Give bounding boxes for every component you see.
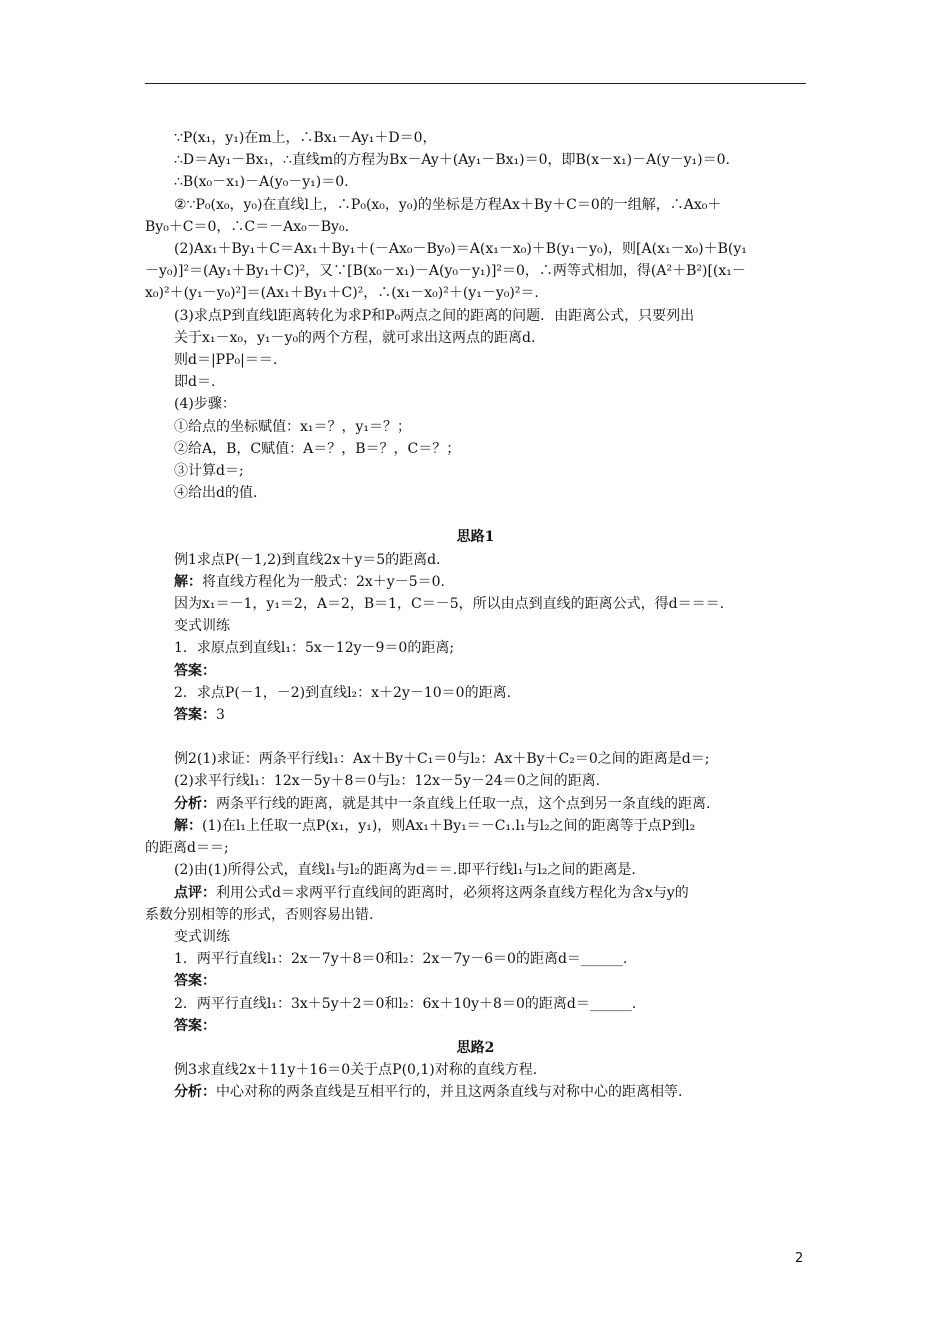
text-line	[145, 460, 806, 482]
text-line	[145, 327, 806, 349]
text-line	[145, 637, 806, 659]
line-text: 思路2	[456, 1039, 495, 1056]
text-line	[145, 815, 806, 837]
bold-label: 解：	[174, 573, 202, 590]
line-text: 3	[216, 707, 225, 724]
text-line	[145, 194, 806, 216]
section-heading	[145, 526, 806, 548]
line-text: (2)求平行线l₁：12x－5y＋8＝0与l₂：12x－5y－24＝0之间的距离.	[174, 773, 601, 790]
line-text: ∴D＝Ay₁－Bx₁，∴直线m的方程为Bx－Ay＋(Ay₁－Bx₁)＝0，即B(x－x₁)－A(y－y₁)＝0.	[174, 152, 730, 169]
line-text: (1)在l₁上任取一点P(x₁，y₁)，则Ax₁＋By₁＝－C₁.l₁与l₂之间的距离等于点P到l₂	[202, 817, 696, 834]
line-text: 即d＝.	[174, 374, 216, 391]
text-line	[145, 416, 806, 438]
line-text: ②∵P₀(x₀，y₀)在直线l上，∴P₀(x₀，y₀)的坐标是方程Ax＋By＋C＝0的一组解，∴Ax₀＋	[174, 196, 722, 213]
line-text: 例2(1)求证：两条平行线l₁：Ax＋By＋C₁＝0与l₂：Ax＋By＋C₂＝0之间的距离是d＝;	[174, 751, 710, 768]
text-line	[145, 970, 806, 992]
text-line	[145, 1059, 806, 1081]
line-text: ②给A，B，C赋值：A＝？，B＝？，C＝？；	[174, 440, 461, 457]
text-line	[145, 704, 806, 726]
line-text: 例1求点P(－1,2)到直线2x＋y＝5的距离d.	[174, 551, 441, 568]
text-line	[145, 438, 806, 460]
text-line	[145, 282, 806, 304]
line-text: 两条平行线的距离，就是其中一条直线上任取一点，这个点到另一条直线的距离.	[216, 795, 711, 812]
document-body	[145, 127, 806, 1104]
text-line	[145, 260, 806, 282]
line-text: 1．求原点到直线l₁：5x－12y－9＝0的距离;	[174, 640, 455, 657]
text-line	[145, 238, 806, 260]
line-text: 中心对称的两条直线是互相平行的，并且这两条直线与对称中心的距离相等.	[216, 1084, 683, 1101]
line-text: －y₀)]²＝(Ay₁＋By₁＋C)²，又∵[B(x₀－x₁)－A(y₀－y₁)]²＝0，∴两等式相加，得(A²＋B²)[(x₁－	[145, 263, 746, 280]
page-number: 2	[795, 1251, 804, 1266]
text-line	[145, 993, 806, 1015]
text-line	[145, 859, 806, 881]
line-text: (4)步骤：	[174, 396, 236, 413]
line-text: ③计算d＝;	[174, 463, 244, 480]
line-text: 2．求点P(－1，－2)到直线l₂：x＋2y－10＝0的距离.	[174, 684, 512, 701]
line-text: 利用公式d＝求两平行直线间的距离时，必须将这两条直线方程化为含x与y的	[216, 884, 689, 901]
text-line	[145, 926, 806, 948]
line-text: 例3求直线2x＋11y＋16＝0关于点P(0,1)对称的直线方程.	[174, 1062, 538, 1079]
text-line	[145, 305, 806, 327]
line-text: By₀＋C＝0，∴C＝－Ax₀－By₀.	[145, 218, 350, 235]
bold-label: 解：	[174, 817, 202, 834]
line-text: ∵P(x₁，y₁)在m上，∴Bx₁－Ay₁＋D＝0，	[174, 130, 437, 146]
line-text: 变式训练	[174, 618, 230, 635]
text-line	[145, 904, 806, 926]
text-line	[145, 149, 806, 171]
text-line	[145, 682, 806, 704]
bold-label: 答案：	[174, 707, 216, 724]
blank-line	[145, 504, 806, 526]
line-text: (2)由(1)所得公式，直线l₁与l₂的距离为d＝＝.即平行线l₁与l₂之间的距离是.	[174, 862, 636, 879]
line-text: 关于x₁－x₀，y₁－y₀的两个方程，就可求出这两点的距离d.	[174, 329, 536, 346]
line-text: ∴B(x₀－x₁)－A(y₀－y₁)＝0.	[174, 174, 349, 191]
line-text: (3)求点P到直线l距离转化为求P和P₀两点之间的距离的问题．由距离公式，只要列出	[174, 307, 695, 324]
text-line	[145, 549, 806, 571]
text-line	[145, 837, 806, 859]
line-text: x₀)²＋(y₁－y₀)²]＝(Ax₁＋By₁＋C)²，∴(x₁－x₀)²＋(y₁－y₀)²＝.	[145, 285, 539, 302]
section-heading	[145, 1037, 806, 1059]
text-line	[145, 770, 806, 792]
text-line	[145, 615, 806, 637]
bold-label: 分析：	[174, 795, 216, 812]
text-line	[145, 571, 806, 593]
text-line	[145, 1081, 806, 1103]
text-line	[145, 216, 806, 238]
text-line	[145, 748, 806, 770]
line-text: 因为x₁＝－1，y₁＝2，A＝2，B＝1，C＝－5，所以由点到直线的距离公式，得d＝＝＝.	[174, 596, 725, 613]
text-line	[145, 948, 806, 970]
line-text: ①给点的坐标赋值：x₁＝？，y₁＝？；	[174, 418, 412, 435]
text-line	[145, 1015, 806, 1037]
text-line	[145, 349, 806, 371]
line-text: 1．两平行直线l₁：2x－7y＋8＝0和l₂：2x－7y－6＝0的距离d＝______.	[174, 951, 628, 968]
text-line	[145, 593, 806, 615]
text-line	[145, 882, 806, 904]
bold-label: 分析：	[174, 1084, 216, 1101]
line-text: 变式训练	[174, 928, 230, 945]
text-line	[145, 793, 806, 815]
line-text: (2)Ax₁＋By₁＋C＝Ax₁＋By₁＋(－Ax₀－By₀)＝A(x₁－x₀)＋B(y₁－y₀)，则[A(x₁－x₀)＋B(y₁	[174, 241, 747, 258]
text-line	[145, 393, 806, 415]
blank-line	[145, 726, 806, 748]
text-line	[145, 482, 806, 504]
bold-label: 点评：	[174, 884, 216, 901]
line-text: 将直线方程化为一般式：2x＋y－5＝0.	[202, 573, 445, 590]
line-text: 系数分别相等的形式，否则容易出错.	[145, 906, 374, 923]
text-line	[145, 171, 806, 193]
text-line	[145, 660, 806, 682]
text-line	[145, 127, 806, 149]
line-text: 的距离d＝＝;	[145, 840, 229, 857]
bold-label: 答案：	[174, 662, 216, 679]
line-text: 思路1	[456, 529, 495, 546]
bold-label: 答案：	[174, 1017, 216, 1034]
header-rule	[145, 83, 806, 84]
bold-label: 答案：	[174, 973, 216, 990]
line-text: 2．两平行直线l₁：3x＋5y＋2＝0和l₂：6x＋10y＋8＝0的距离d＝______.	[174, 995, 637, 1012]
text-line	[145, 371, 806, 393]
line-text: 则d＝|PP₀|＝＝.	[174, 352, 278, 369]
line-text: ④给出d的值.	[174, 485, 258, 502]
